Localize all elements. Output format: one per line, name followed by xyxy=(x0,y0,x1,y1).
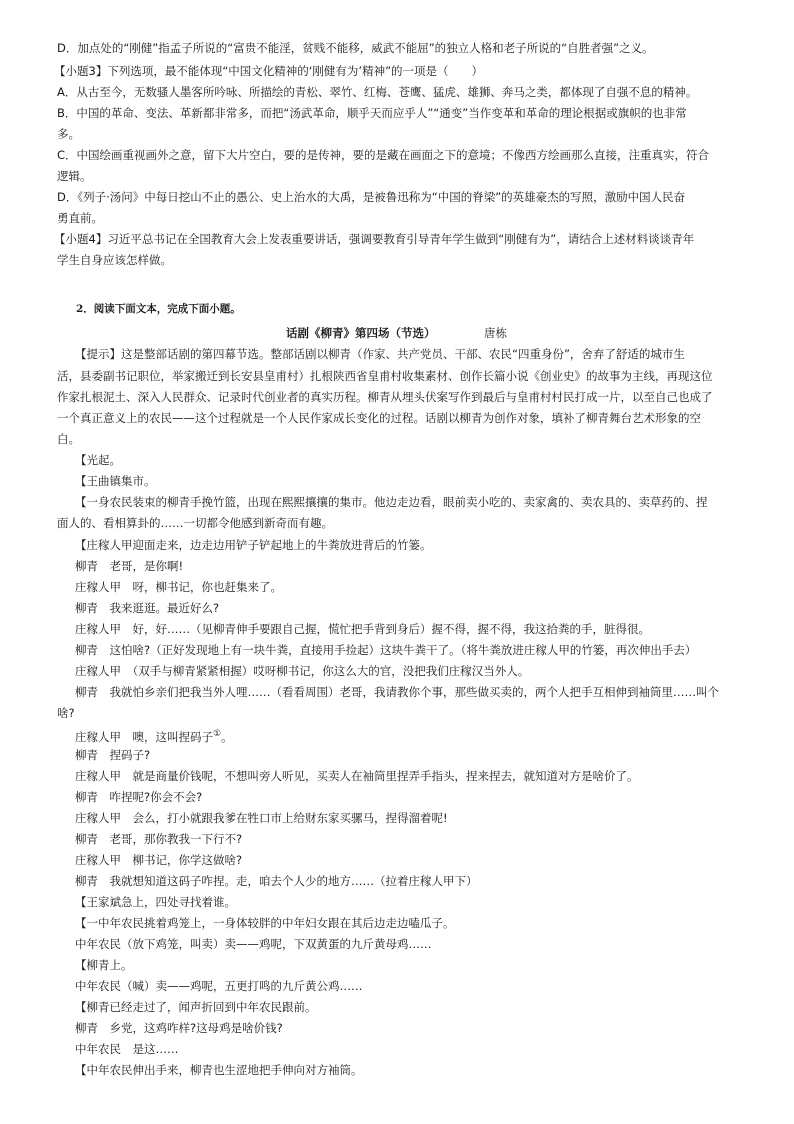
script-line: 面人的、看相算卦的……一切都令他感到新奇而有趣。 xyxy=(57,516,333,530)
script-line: 柳青 我来逛逛。最近好么? xyxy=(75,601,220,615)
intro-line: 【提示】这是整部话剧的第四幕节选。整部话剧以柳青（作家、共产党员、干部、农民“四重身份”，舍弃了舒适的城市生 xyxy=(75,347,685,361)
question-line: 【小题4】习近平总书记在全国教育大会上发表重要讲话，强调要教育引导青年学生做到“刚健有为”，请结合上述材料谈谈青年 xyxy=(54,232,695,246)
script-line: 【柳青上。 xyxy=(75,958,133,972)
script-line: 庄稼人甲 柳书记，你学这做啥? xyxy=(75,853,243,867)
question-line: 勇直前。 xyxy=(57,211,103,225)
question-line: C．中国绘画重视画外之意，留下大片空白，要的是传神，要的是藏在画面之下的意境；不像西方绘画那么直接，注重真实，符合 xyxy=(57,148,710,162)
question-line: D．《列子·汤问》中每日挖山不止的愚公、史上治水的大禹，是被鲁迅称为“中国的脊梁”的英雄豪杰的写照，激励中国人民奋 xyxy=(57,190,686,204)
script-line: 庄稼人甲 好，好……（见柳青伸手要跟自己握，慌忙把手背到身后）握不得，握不得，我这拾粪的手，脏得很。 xyxy=(75,622,650,636)
play-author: 唐栋 xyxy=(484,326,507,340)
script-line: 柳青 老哥，是你啊! xyxy=(75,559,184,573)
script-line: 【庄稼人甲迎面走来，边走边用铲子铲起地上的牛粪放进背后的竹篓。 xyxy=(75,538,432,552)
intro-line: 白。 xyxy=(57,432,80,446)
section-heading: 2．阅读下面文本，完成下面小题。 xyxy=(76,303,241,315)
script-line: 庄稼人甲 就是商量价钱呢，不想叫旁人听见，买卖人在袖筒里捏弄手指头，捏来捏去，就知道对方是啥价了。 xyxy=(75,769,639,783)
script-line: 柳青 乡党，这鸡咋样?这母鸡是啥价钱? xyxy=(75,1021,283,1035)
footnote-marker: ① xyxy=(213,729,222,739)
question-line: B．中国的革命、变法、革新都非常多，而把“汤武革命，顺乎天而应乎人”“通变”当作变革和革命的理论根据或旗帜的也非常 xyxy=(57,106,687,120)
script-line: 【一中年农民挑着鸡笼上，一身体较胖的中年妇女跟在其后边走边嗑瓜子。 xyxy=(75,916,455,930)
question-line: A．从古至今，无数骚人墨客所吟咏、所描绘的青松、翠竹、红梅、苍鹰、猛虎、雄狮、奔马之类，都体现了自强不息的精神。 xyxy=(57,85,698,99)
intro-line: 作家扎根泥土、深入人民群众、记录时代创业者的真实历程。柳青从埋头伏案写作到最后与皇甫村村民打成一片，以至自己也成了 xyxy=(57,390,713,404)
script-line: 柳青 咋捏呢?你会不会? xyxy=(75,790,203,804)
script-line: 【光起。 xyxy=(75,453,121,467)
script-line: 中年农民（喊）卖——鸡呢，五更打鸣的九斤黄公鸡…… xyxy=(75,979,363,993)
question-line: 逻辑。 xyxy=(57,169,92,183)
intro-line: 活，县委副书记职位，举家搬迁到长安县皇甫村）扎根陕西省皇甫村收集素材、创作长篇小说《创业史》的故事为主线，再现这位 xyxy=(57,369,713,383)
script-line: 【王曲镇集市。 xyxy=(75,474,156,488)
question-line: D．加点处的“刚健”指孟子所说的“富贵不能淫，贫贱不能移，威武不能屈”的独立人格和老子所说的“自胜者强”之义。 xyxy=(57,41,654,55)
script-line: 柳青 老哥，那你教我一下行不? xyxy=(75,832,243,846)
question-line: 多。 xyxy=(57,127,80,141)
play-title: 话剧《柳青》第四场（节选） xyxy=(286,326,436,340)
script-line: 庄稼人甲 （双手与柳青紧紧相握）哎呀柳书记，你这么大的官，没把我们庄稼汉当外人。 xyxy=(75,664,530,678)
question-line: 【小题3】下列选项，最不能体现“中国文化精神的‘刚健有为’精神”的一项是（ ） xyxy=(54,64,484,78)
script-line: 【柳青已经走过了，闻声折回到中年农民跟前。 xyxy=(75,1000,317,1014)
script-line: 【中年农民伸出手来，柳青也生涩地把手伸向对方袖筒。 xyxy=(75,1063,363,1077)
intro-line: 一个真正意义上的农民——这个过程就是一个人民作家成长变化的过程。话剧以柳青为创作对象，填补了柳青舞台艺术形象的空 xyxy=(57,411,701,425)
script-line: 柳青 我就想知道这码子咋捏。走，咱去个人少的地方……（拉着庄稼人甲下） xyxy=(75,874,478,888)
script-line: 【一身农民装束的柳青手挽竹篮，出现在熙熙攘攘的集市。他边走边看，眼前卖小吃的、卖家禽的、卖农具的、卖草药的、捏 xyxy=(75,495,708,509)
script-line: 柳青 我就怕乡亲们把我当外人哩……（看看周围）老哥，我请教你个事，那些做买卖的，两个人把手互相伸到袖筒里……叫个 xyxy=(75,685,719,699)
script-line: 庄稼人甲 呀，柳书记，你也赶集来了。 xyxy=(75,580,282,594)
script-line: 中年农民 是这…… xyxy=(75,1042,179,1056)
script-line: 柳青 捏码子? xyxy=(75,748,151,762)
script-line: 【王家斌急上，四处寻找着谁。 xyxy=(75,895,236,909)
script-line: 啥? xyxy=(57,706,75,720)
question-line: 学生自身应该怎样做。 xyxy=(57,253,172,267)
script-line: 庄稼人甲 会么，打小就跟我爹在牲口市上给财东家买骡马，捏得溜着呢! xyxy=(75,811,448,825)
script-line: 庄稼人甲 噢，这叫捏码子①。 xyxy=(75,729,233,744)
script-line: 中年农民（放下鸡笼，叫卖）卖——鸡呢，下双黄蛋的九斤黄母鸡…… xyxy=(75,937,432,951)
script-line: 柳青 这怕啥?（正好发现地上有一块牛粪，直接用手捡起）这块牛粪干了。（将牛粪放进庄稼人甲的竹篓，再次伸出手去） xyxy=(75,643,697,657)
